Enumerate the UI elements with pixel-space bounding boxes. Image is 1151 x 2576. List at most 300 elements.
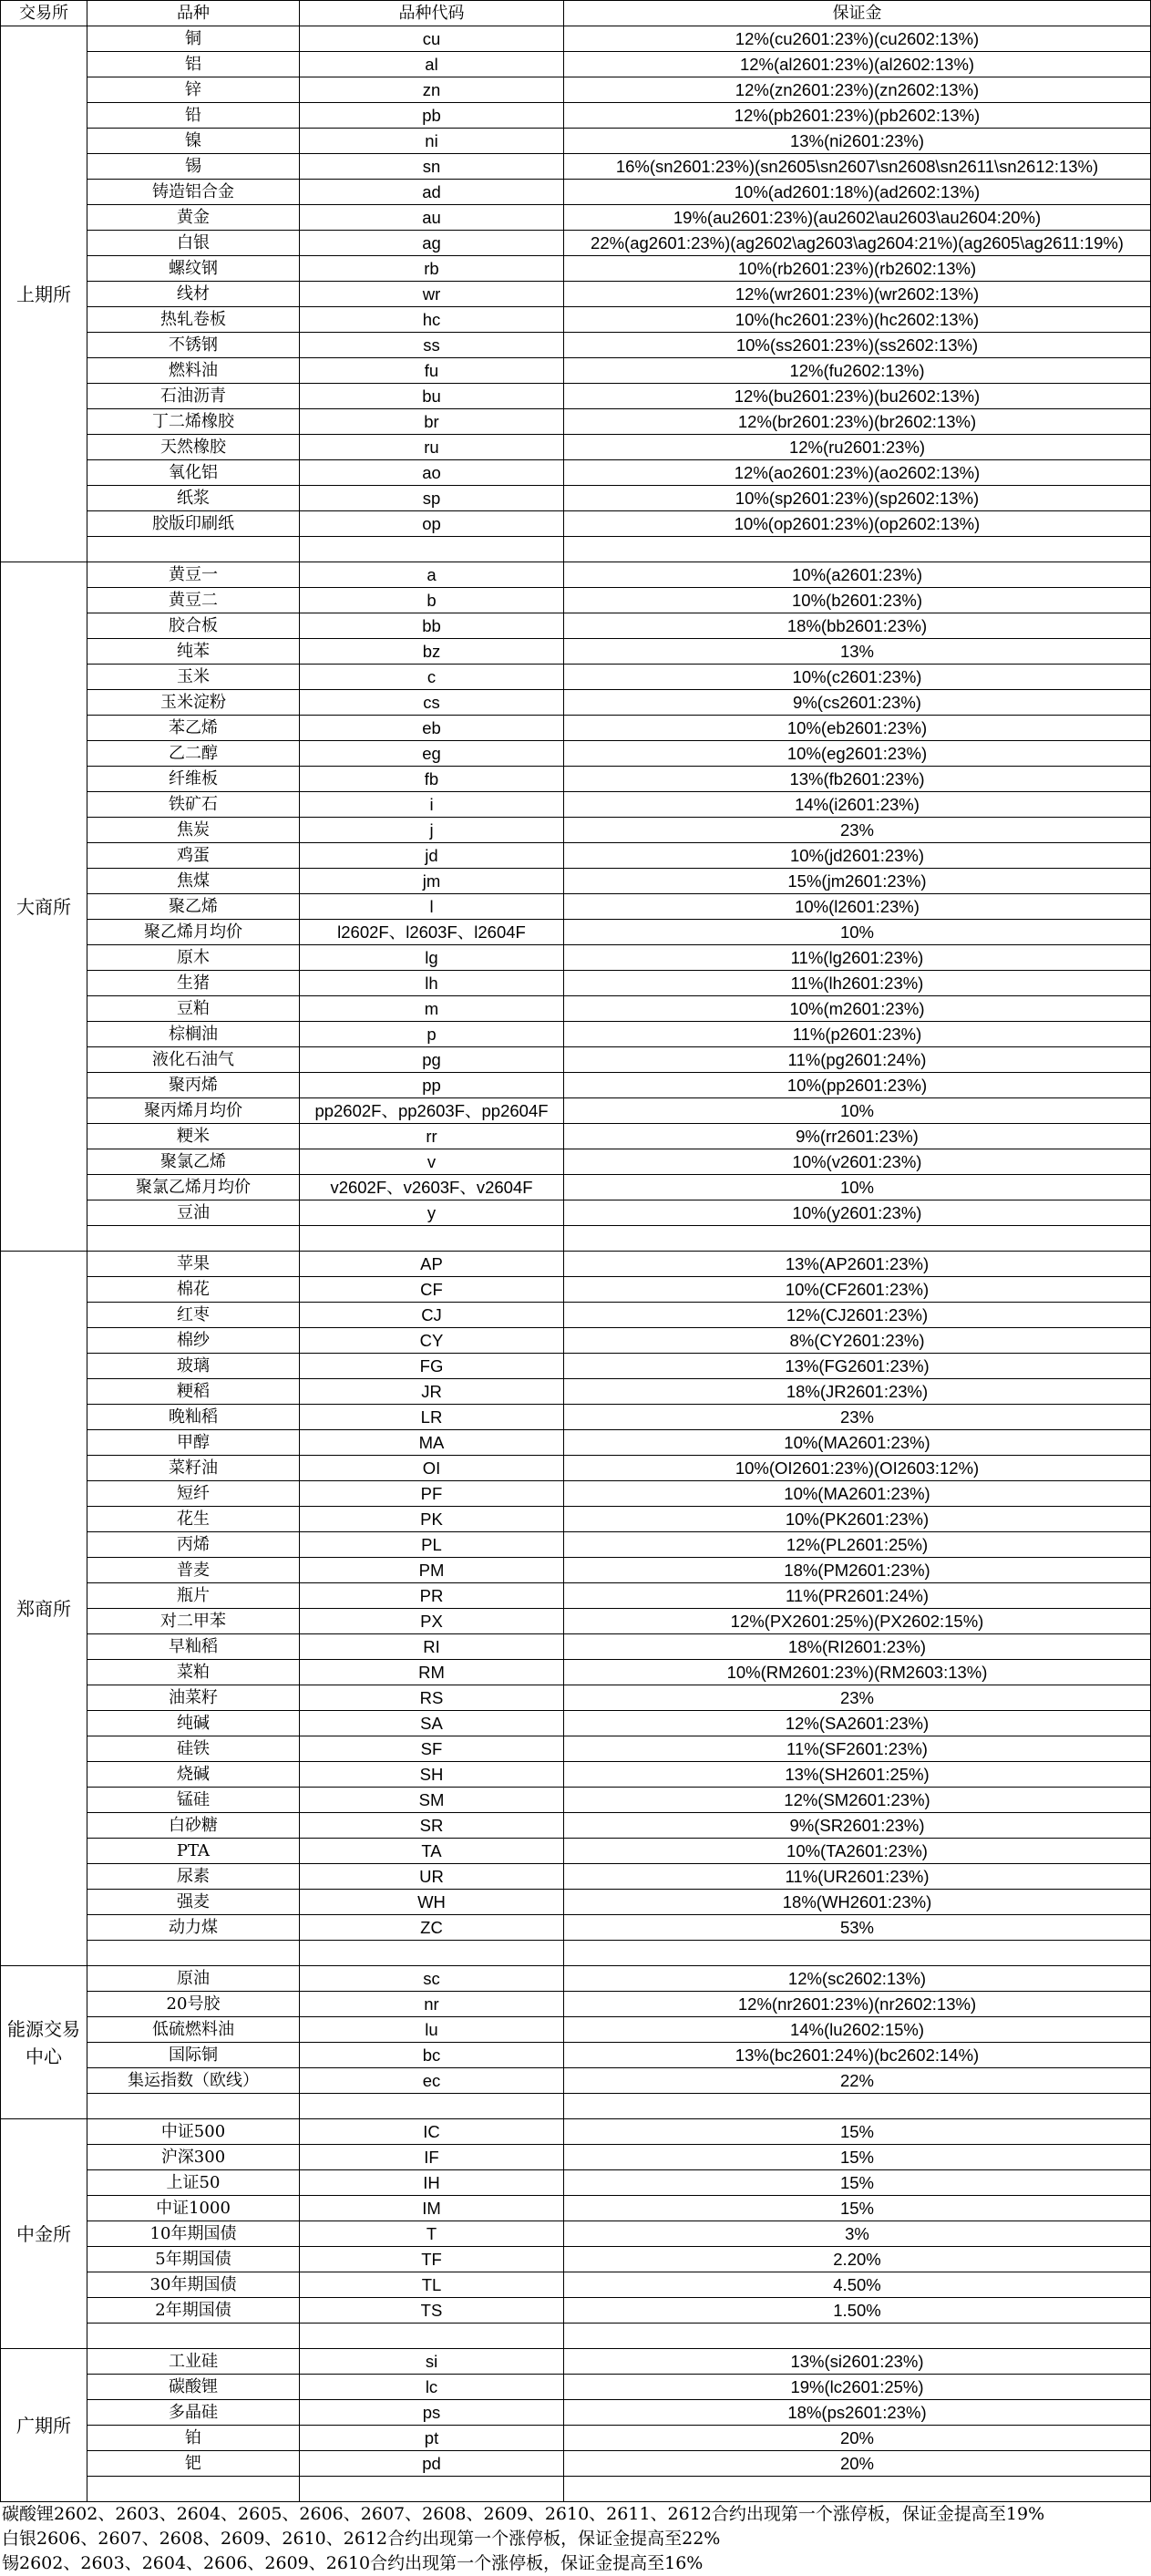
- code-cell: SH: [300, 1762, 564, 1788]
- name-cell: 液化石油气: [87, 1047, 300, 1073]
- margin-cell: 11%(PR2601:24%): [564, 1583, 1151, 1609]
- table-row: [1, 716, 1151, 741]
- code-cell: eb: [300, 716, 564, 741]
- table-row: [1, 1711, 1151, 1736]
- margin-cell: 11%(pg2601:24%): [564, 1047, 1151, 1073]
- table-row: [1, 1303, 1151, 1328]
- table-row: [1, 690, 1151, 716]
- code-cell: ZC: [300, 1915, 564, 1941]
- name-cell: 螺纹钢: [87, 256, 300, 282]
- table-row: [1, 1200, 1151, 1226]
- table-row: [1, 2221, 1151, 2247]
- name-cell: 聚氯乙烯: [87, 1149, 300, 1175]
- name-cell: 5年期国债: [87, 2247, 300, 2272]
- code-cell: PX: [300, 1609, 564, 1634]
- code-cell: RI: [300, 1634, 564, 1660]
- code-cell: PR: [300, 1583, 564, 1609]
- code-cell: si: [300, 2349, 564, 2375]
- margin-cell: 18%(ps2601:23%): [564, 2400, 1151, 2426]
- exchange-cell: 大商所: [1, 562, 87, 1252]
- name-cell: 铜: [87, 26, 300, 52]
- code-cell: rb: [300, 256, 564, 282]
- empty-cell: [564, 2324, 1151, 2349]
- table-row: [1, 1430, 1151, 1456]
- margin-cell: 15%: [564, 2145, 1151, 2170]
- table-row: [1, 1022, 1151, 1047]
- code-cell: jd: [300, 843, 564, 869]
- margin-cell: 10%(RM2601:23%)(RM2603:13%): [564, 1660, 1151, 1685]
- margin-cell: 13%(bc2601:24%)(bc2602:14%): [564, 2043, 1151, 2068]
- margin-cell: 9%(rr2601:23%): [564, 1124, 1151, 1149]
- table-row: [1, 1252, 1151, 1277]
- code-cell: hc: [300, 307, 564, 333]
- header-name: 品种: [87, 1, 300, 26]
- margin-cell: 10%(PK2601:23%): [564, 1507, 1151, 1532]
- code-cell: LR: [300, 1405, 564, 1430]
- code-cell: l: [300, 894, 564, 920]
- name-cell: 聚氯乙烯月均价: [87, 1175, 300, 1200]
- code-cell: PK: [300, 1507, 564, 1532]
- table-row: [1, 588, 1151, 613]
- code-cell: sn: [300, 154, 564, 180]
- margin-cell: 12%(al2601:23%)(al2602:13%): [564, 52, 1151, 77]
- name-cell: 菜籽油: [87, 1456, 300, 1481]
- table-row: [1, 1277, 1151, 1303]
- margin-cell: 11%(lg2601:23%): [564, 945, 1151, 971]
- name-cell: 铁矿石: [87, 792, 300, 818]
- name-cell: 棉花: [87, 1277, 300, 1303]
- table-row: [1, 1328, 1151, 1354]
- exchange-cell: 能源交易中心: [1, 1966, 87, 2119]
- margin-cell: 16%(sn2601:23%)(sn2605\sn2607\sn2608\sn2611\sn2612:13%): [564, 154, 1151, 180]
- code-cell: SM: [300, 1788, 564, 1813]
- margin-cell: 12%(ru2601:23%): [564, 435, 1151, 460]
- code-cell: m: [300, 996, 564, 1022]
- table-row: [1, 307, 1151, 333]
- name-cell: 粳米: [87, 1124, 300, 1149]
- margin-cell: 8%(CY2601:23%): [564, 1328, 1151, 1354]
- margin-cell: 10%(y2601:23%): [564, 1200, 1151, 1226]
- table-row: [1, 562, 1151, 588]
- code-cell: PL: [300, 1532, 564, 1558]
- name-cell: 苹果: [87, 1252, 300, 1277]
- code-cell: i: [300, 792, 564, 818]
- table-row: [1, 205, 1151, 231]
- name-cell: 菜粕: [87, 1660, 300, 1685]
- name-cell: 黄豆一: [87, 562, 300, 588]
- name-cell: 苯乙烯: [87, 716, 300, 741]
- name-cell: 胶版印刷纸: [87, 511, 300, 537]
- code-cell: rr: [300, 1124, 564, 1149]
- header-code: 品种代码: [300, 1, 564, 26]
- name-cell: 铂: [87, 2426, 300, 2451]
- margin-cell: 10%(pp2601:23%): [564, 1073, 1151, 1098]
- margin-cell: 11%(p2601:23%): [564, 1022, 1151, 1047]
- name-cell: 玉米: [87, 665, 300, 690]
- margin-cell: 20%: [564, 2426, 1151, 2451]
- empty-cell: [564, 2477, 1151, 2502]
- name-cell: 纯碱: [87, 1711, 300, 1736]
- table-row: [1, 2247, 1151, 2272]
- exchange-cell: 中金所: [1, 2119, 87, 2349]
- margin-cell: 12%(cu2601:23%)(cu2602:13%): [564, 26, 1151, 52]
- table-row: [1, 2349, 1151, 2375]
- code-cell: fu: [300, 358, 564, 384]
- margin-cell: 12%(br2601:23%)(br2602:13%): [564, 409, 1151, 435]
- name-cell: 碳酸锂: [87, 2375, 300, 2400]
- table-row: [1, 1890, 1151, 1915]
- table-row: [1, 231, 1151, 256]
- separator-row: [1, 537, 1151, 562]
- margin-cell: 11%(SF2601:23%): [564, 1736, 1151, 1762]
- code-cell: UR: [300, 1864, 564, 1890]
- name-cell: 多晶硅: [87, 2400, 300, 2426]
- code-cell: eg: [300, 741, 564, 767]
- code-cell: sp: [300, 486, 564, 511]
- name-cell: PTA: [87, 1839, 300, 1864]
- empty-cell: [300, 2324, 564, 2349]
- name-cell: 豆粕: [87, 996, 300, 1022]
- empty-cell: [87, 2094, 300, 2119]
- code-cell: pg: [300, 1047, 564, 1073]
- separator-row: [1, 1941, 1151, 1966]
- table-row: [1, 996, 1151, 1022]
- code-cell: bc: [300, 2043, 564, 2068]
- margin-cell: 15%: [564, 2119, 1151, 2145]
- name-cell: 中证500: [87, 2119, 300, 2145]
- margin-cell: 18%(RI2601:23%): [564, 1634, 1151, 1660]
- name-cell: 粳稻: [87, 1379, 300, 1405]
- margin-cell: 10%(v2601:23%): [564, 1149, 1151, 1175]
- code-cell: ao: [300, 460, 564, 486]
- margin-cell: 12%(PX2601:25%)(PX2602:15%): [564, 1609, 1151, 1634]
- code-cell: RM: [300, 1660, 564, 1685]
- table-row: [1, 129, 1151, 154]
- empty-cell: [87, 1226, 300, 1252]
- margin-cell: 12%(ao2601:23%)(ao2602:13%): [564, 460, 1151, 486]
- name-cell: 燃料油: [87, 358, 300, 384]
- margin-cell: 12%(SM2601:23%): [564, 1788, 1151, 1813]
- code-cell: OI: [300, 1456, 564, 1481]
- table-row: [1, 1660, 1151, 1685]
- margin-cell: 10%: [564, 1175, 1151, 1200]
- code-cell: SA: [300, 1711, 564, 1736]
- code-cell: T: [300, 2221, 564, 2247]
- code-cell: bu: [300, 384, 564, 409]
- code-cell: v: [300, 1149, 564, 1175]
- name-cell: 铅: [87, 103, 300, 129]
- margin-cell: 10%(l2601:23%): [564, 894, 1151, 920]
- name-cell: 纯苯: [87, 639, 300, 665]
- code-cell: c: [300, 665, 564, 690]
- margin-cell: 10%(ss2601:23%)(ss2602:13%): [564, 333, 1151, 358]
- table-row: [1, 1175, 1151, 1200]
- table-row: [1, 2196, 1151, 2221]
- name-cell: 工业硅: [87, 2349, 300, 2375]
- name-cell: 聚丙烯: [87, 1073, 300, 1098]
- margin-cell: 13%(ni2601:23%): [564, 129, 1151, 154]
- name-cell: 焦炭: [87, 818, 300, 843]
- margin-cell: 10%(rb2601:23%)(rb2602:13%): [564, 256, 1151, 282]
- table-row: [1, 409, 1151, 435]
- table-row: [1, 2400, 1151, 2426]
- code-cell: bb: [300, 613, 564, 639]
- table-row: [1, 1124, 1151, 1149]
- code-cell: MA: [300, 1430, 564, 1456]
- margin-cell: 53%: [564, 1915, 1151, 1941]
- code-cell: ni: [300, 129, 564, 154]
- table-row: [1, 1609, 1151, 1634]
- code-cell: ss: [300, 333, 564, 358]
- separator-row: [1, 2094, 1151, 2119]
- table-row: [1, 1762, 1151, 1788]
- code-cell: RS: [300, 1685, 564, 1711]
- empty-cell: [300, 2094, 564, 2119]
- margin-cell: 12%(CJ2601:23%): [564, 1303, 1151, 1328]
- name-cell: 聚乙烯月均价: [87, 920, 300, 945]
- code-cell: FG: [300, 1354, 564, 1379]
- name-cell: 甲醇: [87, 1430, 300, 1456]
- table-row: [1, 2298, 1151, 2324]
- margin-cell: 13%: [564, 639, 1151, 665]
- margin-cell: 12%(zn2601:23%)(zn2602:13%): [564, 77, 1151, 103]
- margin-cell: 18%(PM2601:23%): [564, 1558, 1151, 1583]
- code-cell: cu: [300, 26, 564, 52]
- table-row: [1, 2375, 1151, 2400]
- margin-cell: 10%(ad2601:18%)(ad2602:13%): [564, 180, 1151, 205]
- code-cell: TA: [300, 1839, 564, 1864]
- margin-cell: 12%(fu2602:13%): [564, 358, 1151, 384]
- name-cell: 生猪: [87, 971, 300, 996]
- table-row: [1, 256, 1151, 282]
- table-row: [1, 1073, 1151, 1098]
- name-cell: 强麦: [87, 1890, 300, 1915]
- empty-cell: [87, 537, 300, 562]
- code-cell: CY: [300, 1328, 564, 1354]
- code-cell: ec: [300, 2068, 564, 2094]
- name-cell: 铝: [87, 52, 300, 77]
- empty-cell: [87, 1941, 300, 1966]
- code-cell: TL: [300, 2272, 564, 2298]
- margin-cell: 10%(TA2601:23%): [564, 1839, 1151, 1864]
- margin-cell: 10%: [564, 920, 1151, 945]
- name-cell: 油菜籽: [87, 1685, 300, 1711]
- margin-cell: 13%(AP2601:23%): [564, 1252, 1151, 1277]
- name-cell: 30年期国债: [87, 2272, 300, 2298]
- table-row: [1, 2017, 1151, 2043]
- code-cell: CF: [300, 1277, 564, 1303]
- margin-cell: 2.20%: [564, 2247, 1151, 2272]
- empty-cell: [564, 1941, 1151, 1966]
- empty-cell: [564, 1226, 1151, 1252]
- margin-cell: 10%(sp2601:23%)(sp2602:13%): [564, 486, 1151, 511]
- margin-cell: 10%(m2601:23%): [564, 996, 1151, 1022]
- code-cell: IF: [300, 2145, 564, 2170]
- code-cell: ad: [300, 180, 564, 205]
- margin-cell: 9%(cs2601:23%): [564, 690, 1151, 716]
- table-row: [1, 1532, 1151, 1558]
- separator-row: [1, 2477, 1151, 2502]
- margin-cell: 10%: [564, 1098, 1151, 1124]
- code-cell: CJ: [300, 1303, 564, 1328]
- table-row: [1, 2272, 1151, 2298]
- code-cell: ag: [300, 231, 564, 256]
- code-cell: pt: [300, 2426, 564, 2451]
- notes: [0, 2502, 1151, 2576]
- empty-cell: [300, 2477, 564, 2502]
- name-cell: 天然橡胶: [87, 435, 300, 460]
- name-cell: 聚丙烯月均价: [87, 1098, 300, 1124]
- table-row: [1, 1098, 1151, 1124]
- margin-cell: 13%(fb2601:23%): [564, 767, 1151, 792]
- name-cell: 沪深300: [87, 2145, 300, 2170]
- margin-cell: 10%(CF2601:23%): [564, 1277, 1151, 1303]
- table-row: [1, 792, 1151, 818]
- margin-cell: 10%(op2601:23%)(op2602:13%): [564, 511, 1151, 537]
- name-cell: 尿素: [87, 1864, 300, 1890]
- margin-cell: 22%(ag2601:23%)(ag2602\ag2603\ag2604:21%)(ag2605\ag2611:19%): [564, 231, 1151, 256]
- table-row: [1, 1047, 1151, 1073]
- margin-cell: 1.50%: [564, 2298, 1151, 2324]
- name-cell: 纸浆: [87, 486, 300, 511]
- separator-row: [1, 1226, 1151, 1252]
- table-row: [1, 1864, 1151, 1890]
- margin-cell: 18%(JR2601:23%): [564, 1379, 1151, 1405]
- table-row: [1, 1558, 1151, 1583]
- table-row: [1, 869, 1151, 894]
- code-cell: p: [300, 1022, 564, 1047]
- name-cell: 中证1000: [87, 2196, 300, 2221]
- margin-cell: 11%(UR2601:23%): [564, 1864, 1151, 1890]
- table-row: [1, 1405, 1151, 1430]
- margin-cell: 10%(b2601:23%): [564, 588, 1151, 613]
- code-cell: PM: [300, 1558, 564, 1583]
- margin-cell: 10%(a2601:23%): [564, 562, 1151, 588]
- table-body: [1, 26, 1151, 2502]
- table-row: [1, 2426, 1151, 2451]
- name-cell: 10年期国债: [87, 2221, 300, 2247]
- name-cell: 聚乙烯: [87, 894, 300, 920]
- code-cell: lc: [300, 2375, 564, 2400]
- code-cell: pp: [300, 1073, 564, 1098]
- name-cell: 硅铁: [87, 1736, 300, 1762]
- table-row: [1, 2068, 1151, 2094]
- table-row: [1, 1915, 1151, 1941]
- margin-cell: 12%(bu2601:23%)(bu2602:13%): [564, 384, 1151, 409]
- code-cell: l2602F、l2603F、l2604F: [300, 920, 564, 945]
- name-cell: 胶合板: [87, 613, 300, 639]
- table-row: [1, 1736, 1151, 1762]
- code-cell: sc: [300, 1966, 564, 1992]
- table-row: [1, 26, 1151, 52]
- margin-cell: 12%(nr2601:23%)(nr2602:13%): [564, 1992, 1151, 2017]
- table-row: [1, 1354, 1151, 1379]
- margin-cell: 23%: [564, 818, 1151, 843]
- table-row: [1, 2451, 1151, 2477]
- code-cell: TF: [300, 2247, 564, 2272]
- table-row: [1, 1583, 1151, 1609]
- table-row: [1, 1149, 1151, 1175]
- table-row: [1, 971, 1151, 996]
- margin-cell: 3%: [564, 2221, 1151, 2247]
- margin-cell: 10%(MA2601:23%): [564, 1430, 1151, 1456]
- table-row: [1, 1813, 1151, 1839]
- empty-cell: [564, 537, 1151, 562]
- name-cell: 锡: [87, 154, 300, 180]
- code-cell: ps: [300, 2400, 564, 2426]
- code-cell: lu: [300, 2017, 564, 2043]
- code-cell: IH: [300, 2170, 564, 2196]
- margin-cell: 23%: [564, 1405, 1151, 1430]
- name-cell: 氧化铝: [87, 460, 300, 486]
- table-row: [1, 1379, 1151, 1405]
- name-cell: 锰硅: [87, 1788, 300, 1813]
- name-cell: 乙二醇: [87, 741, 300, 767]
- name-cell: 棉纱: [87, 1328, 300, 1354]
- code-cell: pd: [300, 2451, 564, 2477]
- name-cell: 玉米淀粉: [87, 690, 300, 716]
- table-row: [1, 767, 1151, 792]
- table-row: [1, 154, 1151, 180]
- name-cell: 镍: [87, 129, 300, 154]
- name-cell: 玻璃: [87, 1354, 300, 1379]
- name-cell: 原木: [87, 945, 300, 971]
- empty-cell: [300, 537, 564, 562]
- name-cell: 瓶片: [87, 1583, 300, 1609]
- name-cell: 热轧卷板: [87, 307, 300, 333]
- code-cell: cs: [300, 690, 564, 716]
- code-cell: IC: [300, 2119, 564, 2145]
- table-row: [1, 1481, 1151, 1507]
- empty-cell: [300, 1226, 564, 1252]
- table-row: [1, 613, 1151, 639]
- margin-cell: 12%(pb2601:23%)(pb2602:13%): [564, 103, 1151, 129]
- table-row: [1, 2145, 1151, 2170]
- name-cell: 棕榈油: [87, 1022, 300, 1047]
- separator-row: [1, 2324, 1151, 2349]
- table-row: [1, 1839, 1151, 1864]
- code-cell: y: [300, 1200, 564, 1226]
- margin-cell: 10%(MA2601:23%): [564, 1481, 1151, 1507]
- exchange-cell: 郑商所: [1, 1252, 87, 1966]
- margin-cell: 15%(jm2601:23%): [564, 869, 1151, 894]
- margin-cell: 12%(SA2601:23%): [564, 1711, 1151, 1736]
- empty-cell: [564, 2094, 1151, 2119]
- name-cell: 集运指数（欧线）: [87, 2068, 300, 2094]
- name-cell: 铸造铝合金: [87, 180, 300, 205]
- note-line: 碳酸锂2602、2603、2604、2605、2606、2607、2608、2609、2610、2611、2612合约出现第一个涨停板，保证金提高至19%: [2, 2504, 1045, 2524]
- margin-cell: 14%(lu2602:15%): [564, 2017, 1151, 2043]
- name-cell: 普麦: [87, 1558, 300, 1583]
- table-row: [1, 460, 1151, 486]
- code-cell: pp2602F、pp2603F、pp2604F: [300, 1098, 564, 1124]
- table-row: [1, 52, 1151, 77]
- name-cell: 鸡蛋: [87, 843, 300, 869]
- table-row: [1, 894, 1151, 920]
- table-row: [1, 665, 1151, 690]
- code-cell: nr: [300, 1992, 564, 2017]
- name-cell: 低硫燃料油: [87, 2017, 300, 2043]
- margin-cell: 15%: [564, 2170, 1151, 2196]
- table-row: [1, 639, 1151, 665]
- code-cell: wr: [300, 282, 564, 307]
- code-cell: bz: [300, 639, 564, 665]
- table-row: [1, 1507, 1151, 1532]
- margin-cell: 18%(WH2601:23%): [564, 1890, 1151, 1915]
- code-cell: ru: [300, 435, 564, 460]
- code-cell: b: [300, 588, 564, 613]
- margin-cell: 11%(lh2601:23%): [564, 971, 1151, 996]
